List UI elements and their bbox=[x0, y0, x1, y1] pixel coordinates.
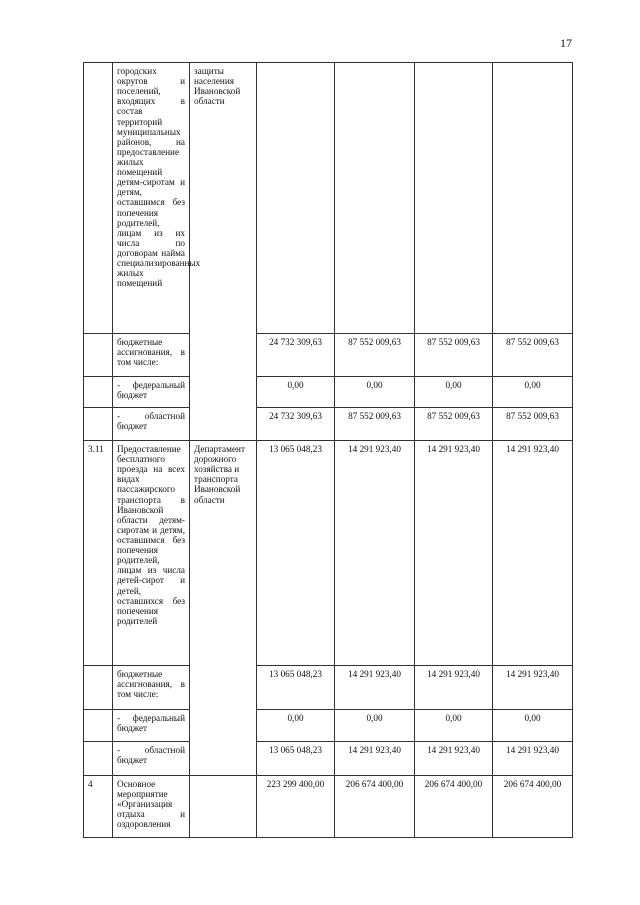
value-cell: 206 674 400,00 bbox=[335, 776, 415, 838]
value-cell: 24 732 309,63 bbox=[257, 334, 335, 377]
measure-name-cell: - федеральный бюджет bbox=[113, 377, 190, 408]
value-cell: 0,00 bbox=[257, 710, 335, 742]
value-cell: 13 065 048,23 bbox=[257, 742, 335, 776]
row-number-cell: 4 bbox=[84, 776, 113, 838]
value-cell bbox=[335, 63, 415, 334]
value-cell: 14 291 923,40 bbox=[493, 742, 573, 776]
value-cell: 14 291 923,40 bbox=[493, 666, 573, 710]
table-row bbox=[84, 334, 573, 377]
measure-name-cell: городских округов и поселений, входящих в состав территорий муниципальных районов, на предоставление жилых помещений детям-сиротам и детям, оставшимся без попечения родителей, лицам из их числа по договорам найма специализированных жилых помещений bbox=[113, 63, 190, 334]
measure-name-cell: бюджетные ассигнования, в том числе: bbox=[113, 334, 190, 377]
row-number-cell bbox=[84, 408, 113, 441]
value-cell: 0,00 bbox=[415, 710, 493, 742]
value-cell: 0,00 bbox=[335, 377, 415, 408]
value-cell: 87 552 009,63 bbox=[493, 408, 573, 441]
value-cell bbox=[493, 63, 573, 334]
value-cell: 206 674 400,00 bbox=[415, 776, 493, 838]
table-row bbox=[84, 408, 573, 441]
table-row bbox=[84, 63, 573, 334]
value-cell: 14 291 923,40 bbox=[415, 742, 493, 776]
value-cell: 87 552 009,63 bbox=[415, 334, 493, 377]
value-cell: 14 291 923,40 bbox=[415, 666, 493, 710]
row-number-cell bbox=[84, 377, 113, 408]
value-cell: 13 065 048,23 bbox=[257, 441, 335, 666]
value-cell: 87 552 009,63 bbox=[335, 408, 415, 441]
row-number-cell: 3.11 bbox=[84, 441, 113, 666]
measure-name-cell: - федеральный бюджет bbox=[113, 710, 190, 742]
value-cell: 14 291 923,40 bbox=[335, 441, 415, 666]
page-number: 17 bbox=[560, 36, 572, 50]
value-cell: 0,00 bbox=[335, 710, 415, 742]
value-cell: 14 291 923,40 bbox=[335, 742, 415, 776]
value-cell: 24 732 309,63 bbox=[257, 408, 335, 441]
measure-name-cell: бюджетные ассигнования, в том числе: bbox=[113, 666, 190, 710]
value-cell bbox=[257, 63, 335, 334]
value-cell: 14 291 923,40 bbox=[493, 441, 573, 666]
value-cell: 87 552 009,63 bbox=[335, 334, 415, 377]
measure-name-cell: - областной бюджет bbox=[113, 408, 190, 441]
value-cell: 0,00 bbox=[257, 377, 335, 408]
table-row bbox=[84, 742, 573, 776]
value-cell: 0,00 bbox=[415, 377, 493, 408]
executor-cell: защиты населения Ивановской области bbox=[190, 63, 257, 441]
value-cell: 13 065 048,23 bbox=[257, 666, 335, 710]
measure-name-cell: Основное мероприятие «Организация отдыха и оздоровления bbox=[113, 776, 190, 838]
value-cell: 14 291 923,40 bbox=[335, 666, 415, 710]
row-number-cell bbox=[84, 334, 113, 377]
value-cell bbox=[415, 63, 493, 334]
table-row bbox=[84, 666, 573, 710]
row-number-cell bbox=[84, 710, 113, 742]
table-row bbox=[84, 776, 573, 838]
value-cell: 223 299 400,00 bbox=[257, 776, 335, 838]
value-cell: 87 552 009,63 bbox=[415, 408, 493, 441]
value-cell: 206 674 400,00 bbox=[493, 776, 573, 838]
value-cell: 0,00 bbox=[493, 710, 573, 742]
row-number-cell bbox=[84, 63, 113, 334]
row-number-cell bbox=[84, 742, 113, 776]
table-row bbox=[84, 441, 573, 666]
table-row bbox=[84, 710, 573, 742]
budget-table bbox=[83, 62, 573, 838]
table-row bbox=[84, 377, 573, 408]
value-cell: 87 552 009,63 bbox=[493, 334, 573, 377]
row-number-cell bbox=[84, 666, 113, 710]
measure-name-cell: Предоставление бесплатного проезда на всех видах пассажирского транспорта в Ивановской области детям-сиротам и детям, оставшимся без попечения родителей, лицам из числа детей-сирот и детей, оставшихся без попечения родителей bbox=[113, 441, 190, 666]
executor-cell: Департамент дорожного хозяйства и транспорта Ивановской области bbox=[190, 441, 257, 776]
measure-name-cell: - областной бюджет bbox=[113, 742, 190, 776]
executor-cell bbox=[190, 776, 257, 838]
value-cell: 0,00 bbox=[493, 377, 573, 408]
value-cell: 14 291 923,40 bbox=[415, 441, 493, 666]
